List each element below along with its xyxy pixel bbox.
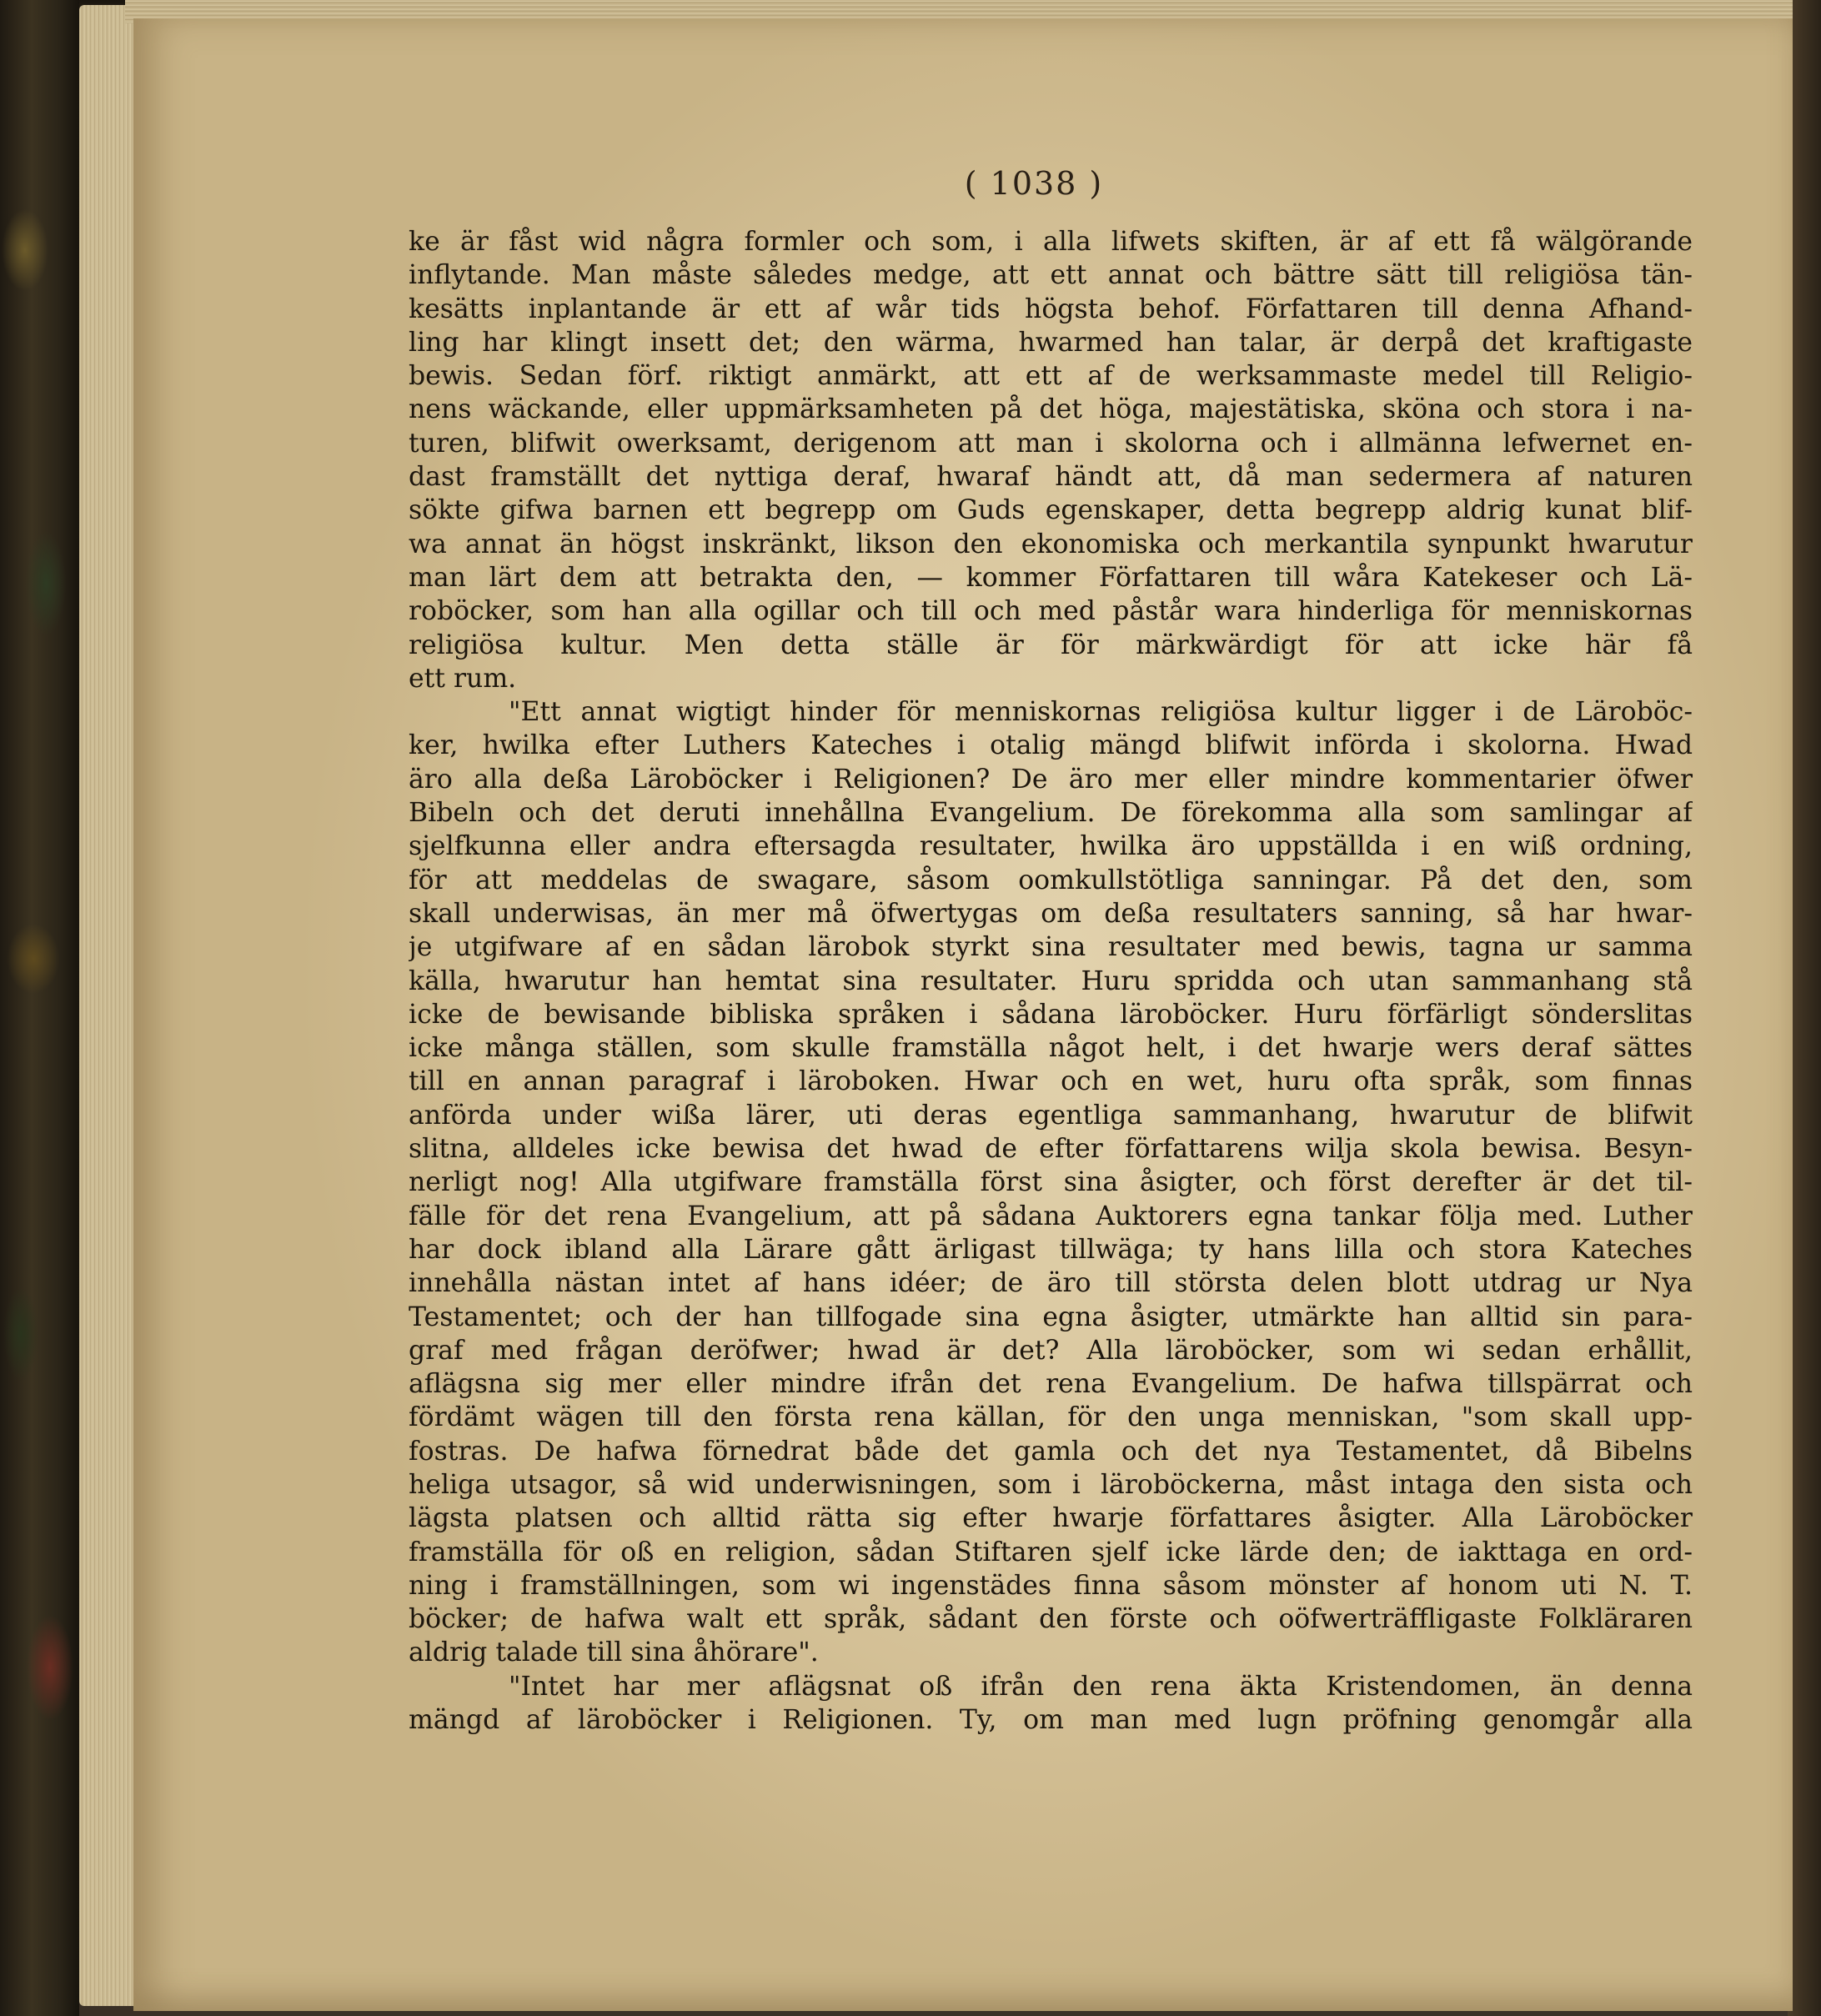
text-line: ke är fåst wid några formler och som, i alla lifwets skiften, är af ett få wälgörande <box>409 227 1693 257</box>
text-line: Bibeln och det deruti innehållna Evangelium. De förekomma alla som samlingar af <box>409 798 1693 829</box>
page-number: ( 1038 ) <box>964 165 1104 202</box>
text-line: religiösa kultur. Men detta ställe är för märkwärdigt för att icke här få <box>409 629 1693 660</box>
text-line: till en annan paragraf i läroboken. Hwar och en wet, huru ofta språk, som finnas <box>409 1066 1693 1097</box>
text-line: källa, hwarutur han hemtat sina resultater. Huru spridda och utan sammanhang stå <box>409 965 1693 996</box>
text-line: nens wäckande, eller uppmärksamheten på det höga, majestätiska, sköna och stora i na- <box>409 394 1693 425</box>
text-line: "Ett annat wigtigt hinder för menniskornas religiösa kultur ligger i de Läroböc- <box>509 697 1693 728</box>
text-line: heliga utsagor, så wid underwisningen, som i läroböckerna, måst intaga den sista och <box>409 1469 1693 1500</box>
text-line: kesätts inplantande är ett af wår tids högsta behof. Författaren till denna Afhand- <box>409 293 1693 324</box>
text-line: lägsta platsen och alltid rätta sig efter hwarje författares åsigter. Alla Läroböcker <box>409 1503 1693 1534</box>
text-line: sjelfkunna eller andra eftersagda resultater, hwilka äro uppställda i en wiß ordning, <box>409 831 1693 862</box>
text-line: man lärt dem att betrakta den, — kommer Författaren till wåra Katekeser och Lä- <box>409 562 1693 593</box>
text-line: nerligt nog! Alla utgifware framställa först sina åsigter, och först derefter är det til- <box>409 1167 1693 1198</box>
text-line: inflytande. Man måste således medge, att ett annat och bättre sätt till religiösa tän- <box>409 260 1693 291</box>
text-line: skall underwisas, än mer må öfwertygas om deßa resultaters sanning, så har hwar- <box>409 898 1693 929</box>
text-line: turen, blifwit owerksamt, derigenom att man i skolorna och i allmänna lefwernet en- <box>409 428 1693 459</box>
text-line: aflägsna sig mer eller mindre ifrån det rena Evangelium. De hafwa tillspärrat och <box>409 1369 1693 1400</box>
text-line: fördämt wägen till den första rena källan, för den unga menniskan, "som skall upp- <box>409 1402 1693 1433</box>
text-line: icke de bewisande bibliska språken i sådana läroböcker. Huru förfärligt sönderslitas <box>409 999 1693 1030</box>
text-line: för att meddelas de swagare, såsom oomkullstötliga sanningar. På det den, som <box>409 865 1693 895</box>
text-line: "Intet har mer aflägsnat oß ifrån den rena äkta Kristendomen, än denna <box>509 1671 1693 1702</box>
text-line: ling har klingt insett det; den wärma, hwarmed han talar, är derpå det kraftigaste <box>409 327 1693 358</box>
text-line: ker, hwilka efter Luthers Kateches i otalig mängd blifwit införda i skolorna. Hwad <box>409 730 1693 761</box>
body-text <box>409 225 1693 1737</box>
text-line: anförda under wißa lärer, uti deras egentliga sammanhang, hwarutur de blifwit <box>409 1100 1693 1131</box>
text-line: äro alla deßa Läroböcker i Religionen? De äro mer eller mindre kommentarier öfwer <box>409 764 1693 795</box>
text-line: innehålla nästan intet af hans idéer; de äro till största delen blott utdrag ur Nya <box>409 1268 1693 1299</box>
text-line: bewis. Sedan förf. riktigt anmärkt, att ett af de werksammaste medel till Religio- <box>409 361 1693 392</box>
text-line: böcker; de hafwa walt ett språk, sådant den förste och oöfwerträffligaste Folkläraren <box>409 1604 1693 1635</box>
text-line: wa annat än högst inskränkt, likson den ekonomiska och merkantila synpunkt hwarutur <box>409 529 1693 559</box>
text-line: slitna, alldeles icke bewisa det hwad de efter författarens wilja skola bewisa. Besyn- <box>409 1134 1693 1165</box>
page-edges-left <box>79 5 142 2006</box>
text-line: je utgifware af en sådan lärobok styrkt sina resultater med bewis, tagna ur samma <box>409 932 1693 963</box>
text-line: dast framställt det nyttiga deraf, hwaraf händt att, då man sedermera af naturen <box>409 462 1693 493</box>
text-line: icke många ställen, som skulle framställa något helt, i det hwarje wers deraf sättes <box>409 1033 1693 1064</box>
text-line: ning i framställningen, som wi ingenstädes finna såsom mönster af honom uti N. T. <box>409 1570 1693 1601</box>
text-line: ett rum. <box>409 663 517 694</box>
book-spine-right <box>1788 0 1821 2016</box>
text-line: fälle för det rena Evangelium, att på sådana Auktorers egna tankar följa med. Luther <box>409 1201 1693 1231</box>
book-cover-left <box>0 0 79 2016</box>
text-line: sökte gifwa barnen ett begrepp om Guds egenskaper, detta begrepp aldrig kunat blif- <box>409 495 1693 526</box>
text-line: graf med frågan deröfwer; hwad är det? Alla läroböcker, som wi sedan erhållit, <box>409 1335 1693 1366</box>
text-line: framställa för oß en religion, sådan Stiftaren sjelf icke lärde den; de iakttaga en ord- <box>409 1537 1693 1567</box>
text-line: mängd af läroböcker i Religionen. Ty, om man med lugn pröfning genomgår alla <box>409 1705 1693 1736</box>
text-line: aldrig talade till sina åhörare". <box>409 1637 819 1668</box>
text-line: Testamentet; och der han tillfogade sina egna åsigter, utmärkte han alltid sin para- <box>409 1301 1693 1332</box>
text-line: har dock ibland alla Lärare gått ärligast tillwäga; ty hans lilla och stora Kateches <box>409 1234 1693 1265</box>
text-line: roböcker, som han alla ogillar och till och med påstår wara hinderliga för menniskornas <box>409 596 1693 627</box>
text-line: fostras. De hafwa förnedrat både det gamla och det nya Testamentet, då Bibelns <box>409 1436 1693 1467</box>
